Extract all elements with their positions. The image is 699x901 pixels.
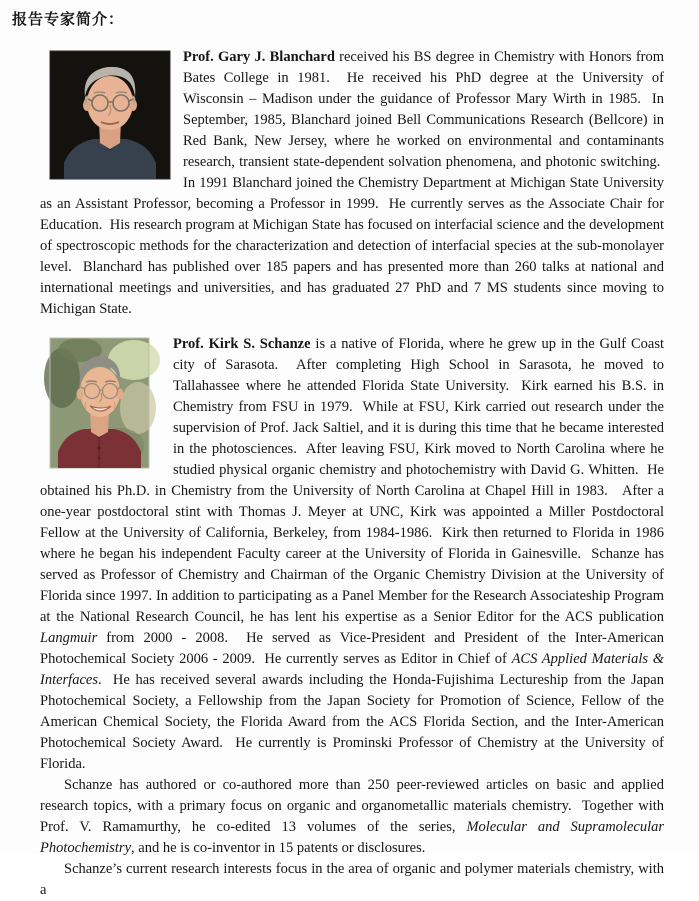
blanchard-portrait-photo	[50, 51, 170, 179]
page-title: 报告专家简介：	[12, 12, 125, 28]
bio-section-blanchard	[40, 47, 664, 320]
bio-schanze-text: Prof. Kirk S. Schanze is a native of Florida, where he grew up in the Gulf Coast city of Sarasota. After completing High School in Sarasota, he moved to Tallahassee where he attended Florida State University. Kirk earned his B.S. in Chemistry from FSU in 1979. While at FSU, Kirk carried out research under the supervision of Prof. Jack Saltiel, and it is during this time that he became interested in the photosciences. After leaving FSU, Kirk moved to North Carolina where he studied physical organic chemistry and photochemistry with David G. Whitten. He obtained his Ph.D. in Chemistry from the University of North Carolina at Chapel Hill in 1983. After a one-year postdoctoral stint with Thomas J. Meyer at UNC, Kirk was appointed a Miller Postdoctoral Fellow at the University of California, Berkeley, from 1984-1986. Kirk then returned to Florida in 1986 where he began his independent Faculty career at the University of Florida in Gainesville. Schanze has served as Professor of Chemistry and Chairman of the Organic Chemistry Division at the University of Florida since 1997. In addition to participating as a Panel Member for the Research Associateship Program at the National Research Council, he has lent his expertise as a Senior Editor for the ACS publication Langmuir from 2000 - 2008. He served as Vice-President and President of the Inter-American Photochemical Society 2006 - 2009. He currently serves as Editor in Chief of ACS Applied Materials & Interfaces. He has received several awards including the Honda-Fujishima Lectureship from the Japan Photochemical Society, a Fellowship from the Japan Society for Promotion of Science, Fellow of the American Chemical Society, the Florida Award from the ACS Florida Section, and the Inter-American Photochemical Society Award. He currently is Prominski Professor of Chemistry at the University of Florida.	[40, 336, 665, 772]
blanchard-portrait-illustration	[50, 51, 170, 179]
schanze-portrait-illustration	[50, 338, 149, 468]
schanze-portrait-photo	[50, 338, 149, 468]
bio-blanchard-text: Prof. Gary J. Blanchard received his BS degree in Chemistry with Honors from Bates College in 1981. He received his PhD degree at the University of Wisconsin – Madison under the guidance of Professor Mary Wirth in 1985. In September, 1985, Blanchard joined Bell Communications Research (Bellcore) in Red Bank, New Jersey, where he worked on environmental and contaminants research, transient state-dependent solvation phenomena, and photonic switching. In 1991 Blanchard joined the Chemistry Department at Michigan State University as an Assistant Professor, becoming a Professor in 1999. He currently serves as the Associate Chair for Education. His research program at Michigan State has focused on interfacial science and the development of spectroscopic methods for the characterization and detection of interfacial species at the sub-monolayer level. Blanchard has published over 185 papers and has presented more than 260 talks at national and international meetings and universities, and has graduated 27 PhD and 7 MS students since moving to Michigan State.	[40, 49, 665, 317]
bio-schanze-research-text: Schanze’s current research interests focus in the area of organic and polymer materials chemistry, with a	[40, 861, 664, 898]
bio-schanze-publications-text: Schanze has authored or co-authored more than 250 peer-reviewed articles on basic and applied research topics, with a primary focus on organic and organometallic materials chemistry. Together with Prof. V. Ramamurthy, he co-edited 13 volumes of the series, Molecular and Supramolecular Photochemistry, and he is co-inventor in 15 patents or disclosures.	[40, 777, 664, 856]
bio-section-schanze	[40, 334, 664, 901]
